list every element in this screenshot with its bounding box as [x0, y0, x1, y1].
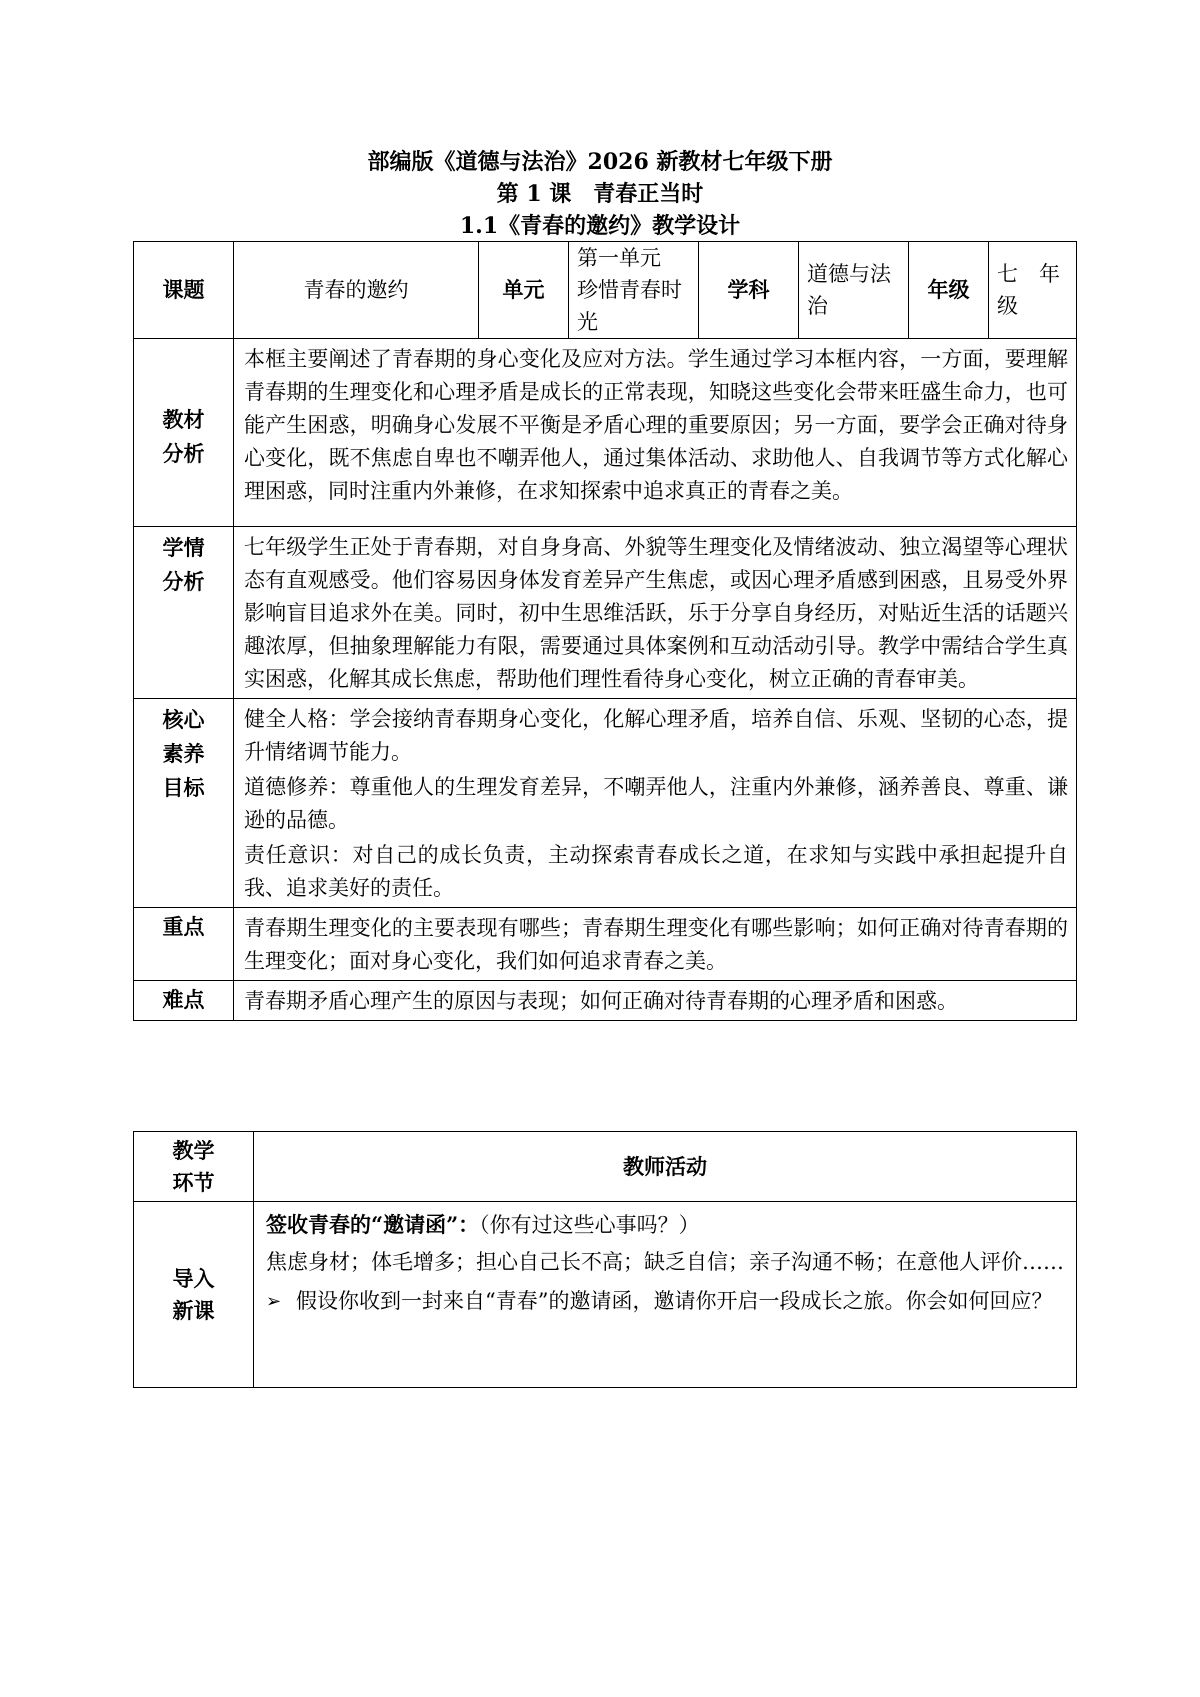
- lesson-title: 第 1 课 青春正当时: [496, 181, 704, 207]
- grade-value: 七 年级: [989, 242, 1077, 339]
- heading-text: 签收青春的“邀请函”：: [266, 1212, 480, 1237]
- document-title: 部编版《道德与法治》2026 新教材七年级下册: [367, 149, 833, 175]
- activity-header-row: [134, 1132, 1077, 1202]
- stage-header: 教学环节: [134, 1132, 254, 1202]
- row-label: 学情分析: [134, 527, 234, 699]
- intro-heading: [266, 1208, 1064, 1242]
- grade-label: 年级: [909, 242, 989, 339]
- key-points-row: [134, 908, 1077, 981]
- section-title: 1.1《青春的邀约》教学设计: [459, 213, 741, 239]
- lesson-info-table: [133, 241, 1077, 1021]
- intro-row: [134, 1202, 1077, 1388]
- paragraph: 七年级学生正处于青春期，对自身身高、外貌等生理变化及情绪波动、独立渴望等心理状态有直观感受。他们容易因身体发育差异产生焦虑，或因心理矛盾感到困惑，且易受外界影响盲目追求外在美。同时，初中生思维活跃，乐于分享自身经历，对贴近生活的话题兴趣浓厚，但抽象理解能力有限，需要通过具体案例和互动活动引导。教学中需结合学生真实困惑，化解其成长焦虑，帮助他们理性看待身心变化，树立正确的青春审美。: [244, 535, 1068, 691]
- subject-label: 学科: [699, 242, 799, 339]
- row-label: 核心素养目标: [134, 699, 234, 908]
- arrow-bullet-icon: ➢: [266, 1291, 282, 1312]
- topic-value: 青春的邀约: [234, 242, 479, 339]
- row-label: 难点: [134, 981, 234, 1021]
- unit-label: 单元: [479, 242, 569, 339]
- topic-label: 课题: [134, 242, 234, 339]
- paragraph: 责任意识：对自己的成长负责，主动探索青春成长之道，在求知与实践中承担起提升自我、追求美好的责任。: [244, 843, 1068, 900]
- unit-value: 第一单元 珍惜青春时光: [569, 242, 699, 339]
- paragraph: 本框主要阐述了青春期的身心变化及应对方法。学生通过学习本框内容，一方面，要理解青春期的生理变化和心理矛盾是成长的正常表现，知晓这些变化会带来旺盛生命力，也可能产生困惑，明确身心发展不平衡是矛盾心理的重要原因；另一方面，要学会正确对待身心变化，既不焦虑自卑也不嘲弄他人，通过集体活动、求助他人、自我调节等方式化解心理困惑，同时注重内外兼修，在求知探索中追求真正的青春之美。: [244, 347, 1068, 503]
- row-content: [234, 339, 1077, 527]
- header-row: [134, 242, 1077, 339]
- document-titles: [0, 146, 1200, 242]
- row-content: [234, 908, 1077, 981]
- heading-note: （你有过这些心事吗？）: [479, 1213, 700, 1237]
- row-label: 教材分析: [134, 339, 234, 527]
- paragraph: 健全人格：学会接纳青春期身心变化，化解心理矛盾，培养自信、乐观、坚韧的心态，提升情绪调节能力。: [244, 707, 1068, 764]
- material-analysis-row: [134, 339, 1077, 527]
- stage-label: 导入新课: [134, 1202, 254, 1388]
- subject-value: 道德与法治: [799, 242, 909, 339]
- student-analysis-row: [134, 527, 1077, 699]
- row-content: [234, 527, 1077, 699]
- core-literacy-row: [134, 699, 1077, 908]
- concerns-line: 焦虑身材；体毛增多；担心自己长不高；缺乏自信；亲子沟通不畅；在意他人评价……: [266, 1250, 1064, 1274]
- intro-content: [254, 1202, 1077, 1388]
- paragraph: 道德修养：尊重他人的生理发育差异，不嘲弄他人，注重内外兼修，涵养善良、尊重、谦逊的品德。: [244, 775, 1068, 832]
- paragraph: 青春期矛盾心理产生的原因与表现；如何正确对待青春期的心理矛盾和困惑。: [244, 989, 958, 1013]
- bullet-text: 假设你收到一封来自“青春”的邀请函，邀请你开启一段成长之旅。你会如何回应？: [296, 1289, 1053, 1313]
- row-label: 重点: [134, 908, 234, 981]
- row-content: [234, 981, 1077, 1021]
- activity-table: [133, 1131, 1077, 1388]
- bullet-item: [266, 1285, 1064, 1318]
- row-content: [234, 699, 1077, 908]
- difficulties-row: [134, 981, 1077, 1021]
- teacher-activity-header: 教师活动: [254, 1132, 1077, 1202]
- paragraph: 青春期生理变化的主要表现有哪些；青春期生理变化有哪些影响；如何正确对待青春期的生理变化；面对身心变化，我们如何追求青春之美。: [244, 916, 1068, 973]
